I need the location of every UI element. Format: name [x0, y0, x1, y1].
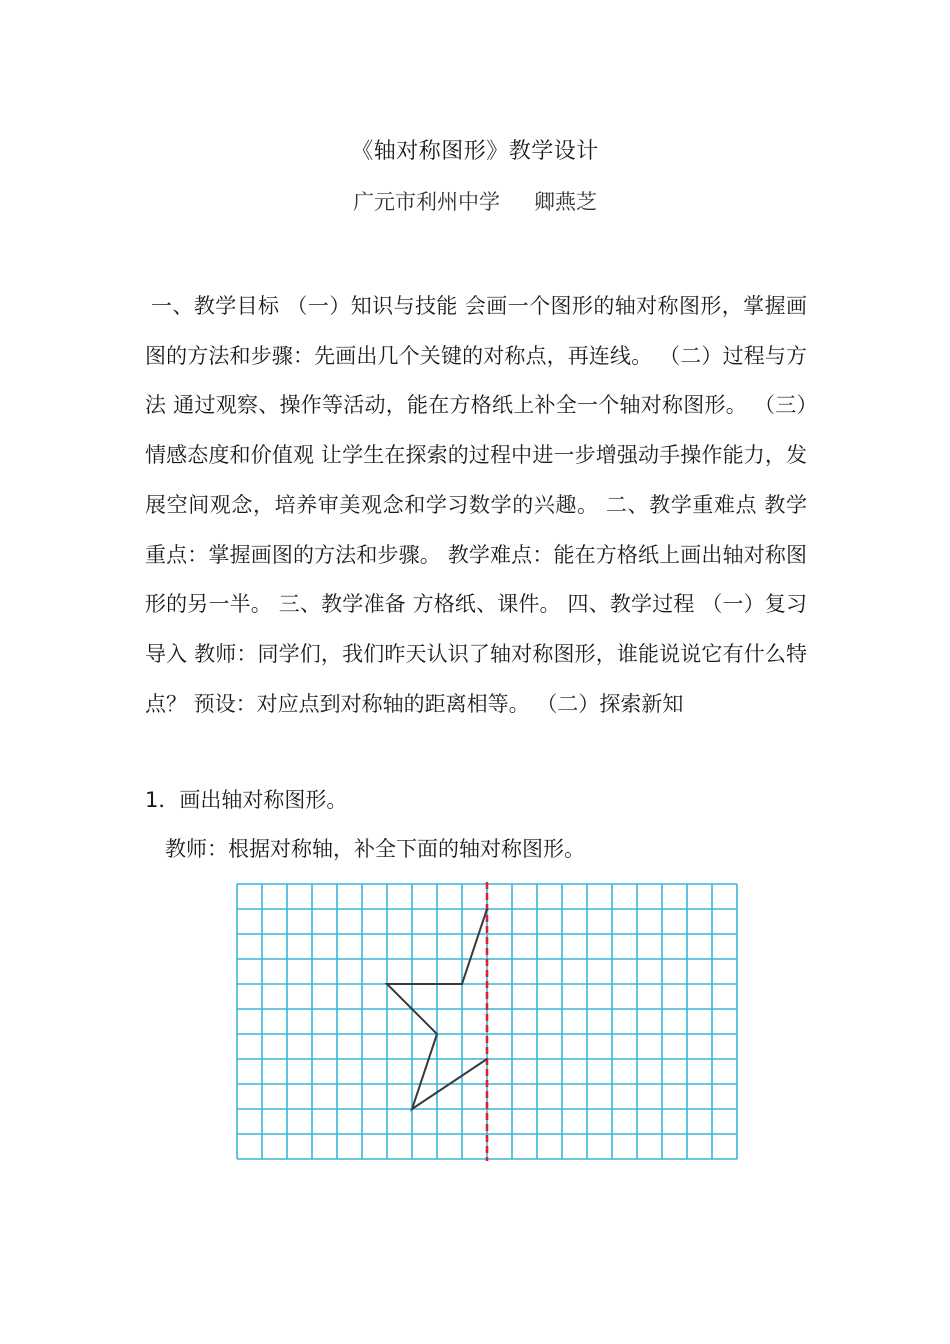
- step-1-heading: 1．画出轴对称图形。: [145, 788, 348, 812]
- document-title: 《轴对称图形》教学设计: [351, 139, 599, 164]
- symmetry-grid-figure: [230, 880, 742, 1170]
- lesson-body-paragraph: 一、教学目标 （一）知识与技能 会画一个图形的轴对称图形，掌握画图的方法和步骤：先画出几个关键的对称点，再连线。 （二）过程与方法 通过观察、操作等活动，能在方格纸上补全一个轴对称图形。 （三）情感态度和价值观 让学生在探索的过程中进一步增强动手操作能力，发展空间观念，培养审美观念和学习数学的兴趣。 二、教学重难点 教学重点：掌握画图的方法和步骤。 教学难点：能在方格纸上画出轴对称图形的另一半。 三、教学准备 方格纸、课件。 四、教学过程 （一）复习导入 教师：同学们，我们昨天认识了轴对称图形，谁能说说它有什么特点？ 预设：对应点到对称轴的距离相等。 （二）探索新知: [145, 294, 807, 716]
- author-name: 卿燕芝: [534, 190, 597, 214]
- school-name: 广元市利州中学: [353, 190, 500, 214]
- teacher-prompt: 教师：根据对称轴，补全下面的轴对称图形。: [165, 837, 585, 861]
- author-line: [0, 186, 950, 216]
